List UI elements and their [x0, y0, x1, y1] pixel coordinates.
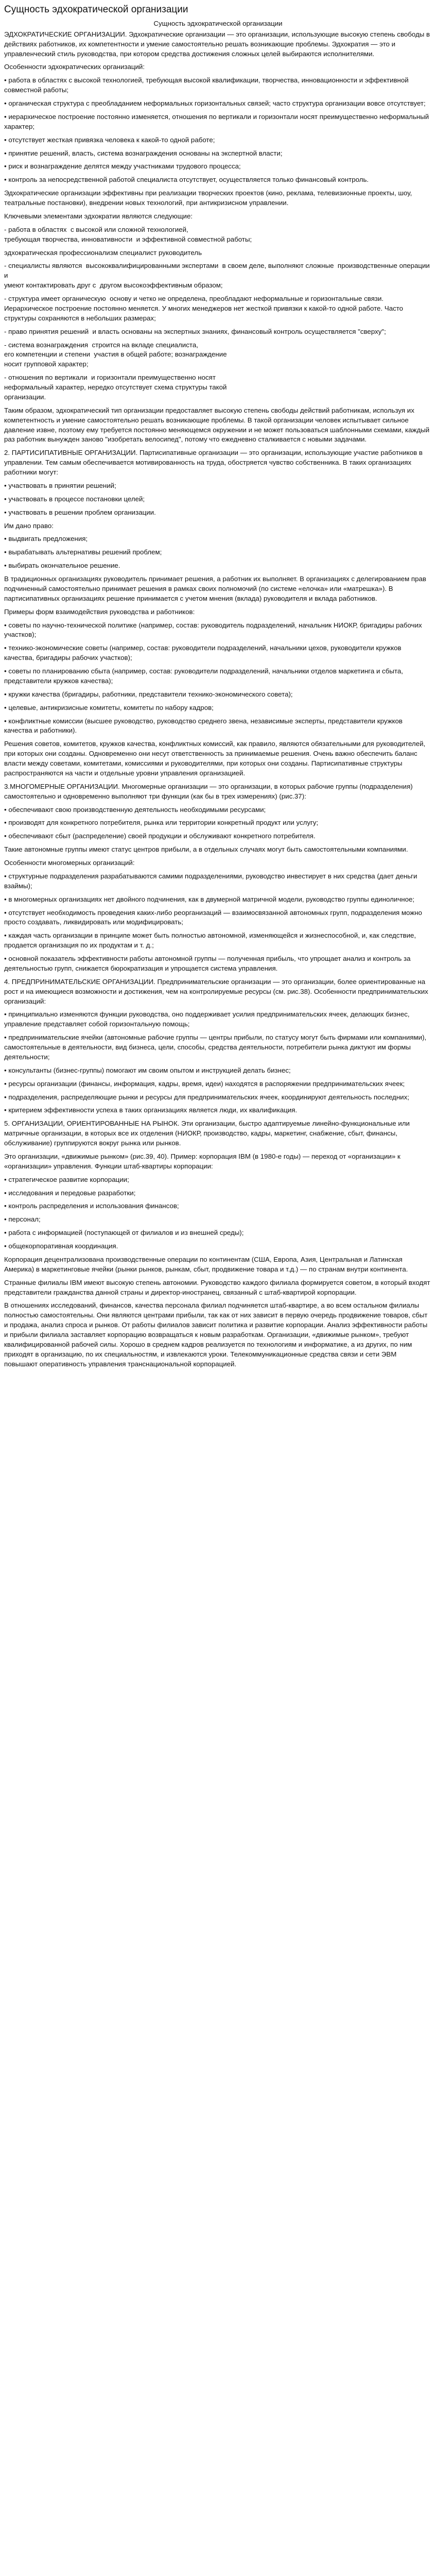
paragraph: • контроль распределения и использования финансов;: [4, 1202, 179, 1210]
paragraph: - право принятия решений и власть основаны на экспертных знаниях, финансовый контроль осуществляется "сверху";: [4, 327, 386, 335]
paragraph: • работа в областях с высокой технологией, требующая высокой квалификации, творчества, инновационности и эффективной совместной работы;: [4, 76, 411, 94]
paragraph: • общекорпоративная координация.: [4, 1242, 118, 1250]
paragraph: • иерархическое построение постоянно изменяется, отношения по вертикали и горизонтали носят преимущественно неформальный характер;: [4, 112, 431, 130]
paragraph: • обеспечивают свою производственную деятельность необходимыми ресурсами;: [4, 805, 266, 814]
paragraph: • стратегическое развитие корпорации;: [4, 1175, 129, 1183]
paragraph: Ключевыми элементами эдхократии являются следующие:: [4, 212, 193, 220]
paragraph: • исследования и передовые разработки;: [4, 1189, 136, 1197]
page-title: Сущность эдхократической организации: [4, 4, 188, 15]
paragraph: • риск и вознаграждение делятся между участниками трудового процесса;: [4, 162, 241, 171]
paragraph: Это организации, «движимые рынком» (рис.39, 40). Пример: корпорация IBM (в 1980-е годы) — переход от «организации» к «организации» управления. Функции штаб-квартиры корпорации:: [4, 1152, 403, 1170]
paragraph: - отношения по вертикали и горизонтали преимущественно носят неформальный характер, нередко отсутствует схема структуры такой организации.: [4, 374, 227, 401]
paragraph: Решения советов, комитетов, кружков качества, конфликтных комиссий, как правило, являются обязательными для руководителей, при которых они созданы. Одновременно они несут ответственность за принимаемые решения. Очень важно обеспечить баланс власти между советами, комитетами, комиссиями и руководителями, при которых они созданы. Партисипативные структуры распространяются на части и отдельные уровни управления организацией.: [4, 740, 427, 777]
paragraph: • целевые, антикризисные комитеты, комитеты по набору кадров;: [4, 703, 214, 711]
paragraph: • участвовать в процессе постановки целей;: [4, 495, 145, 503]
paragraph: • контроль за непосредственной работой специалиста отсутствует, осуществляется только финансовый контроль.: [4, 176, 369, 184]
paragraph: В отношениях исследований, финансов, качества персонала филиал подчиняется штаб-квартире, а во всем остальном филиалы полностью самостоятельны. Они являются центрами прибыли, так как от них зависит в первую очередь продвижение товаров, сбыт и продажа, анализ спроса и рынков. От работы филиалов зависит политика и развитие корпорации. Анализ эффективности работы и прибыли филиала заставляет корпорацию возвращаться к новым разработкам. Организации, «движимые рынком», требуют квалифицированной рабочей силы. Хорошо в среднем кадров реализуется по технологиям и информатике, а из других, по ним приходят в организацию, по их специальностям, и извлекаются уроки. Телекоммуникационные средства связи и сети ЭВМ повышают оперативность управления транснациональной корпорацией.: [4, 1301, 430, 1368]
paragraph: 5. ОРГАНИЗАЦИИ, ОРИЕНТИРОВАННЫЕ НА РЫНОК. Эти организации, быстро адаптируемые линейно-функциональные или матричные организации, в которых все их отделения (НИОКР, производство, кадры, маркетинг, снабжение, сбыт, финансы, обслуживание) группируются вокруг рынка или рынков.: [4, 1120, 412, 1147]
paragraph: • ресурсы организации (финансы, информация, кадры, время, идеи) находятся в распоряжении предпринимательских ячеек;: [4, 1079, 405, 1088]
paragraph: эдхократическая профессионализм специалист руководитель: [4, 248, 202, 257]
paragraph: • конфликтные комиссии (высшее руководство, руководство среднего звена, независимые эксперты, представители кружков качества и работники).: [4, 717, 405, 735]
paragraph: • участвовать в решении проблем организации.: [4, 508, 156, 516]
paragraph: Таким образом, эдхократический тип организации предоставляет высокую степень свободы действий работникам, используя их компетентность и умение самостоятельно решать возникающие проблемы. В такой организации человек испытывает сильное давление извне, поэтому ему требуется постоянно меняющемся окружении и не может пользоваться шаблонными схемами, каждый раз работник вынужден заново "изобретать велосипед", потому что ежедневно сталкивается с новыми задачами.: [4, 406, 431, 444]
paragraph: • участвовать в принятии решений;: [4, 481, 116, 489]
paragraph: • работа с информацией (поступающей от филиалов и из внешней среды);: [4, 1229, 244, 1237]
paragraph: • предпринимательские ячейки (автономные рабочие группы — центры прибыли, по статусу могут быть фирмами или компаниями), самостоятельные в деятельности, вид бизнеса, цели, способы, средства деятельности, потребители рынка диктуют им формы деятельности;: [4, 1033, 428, 1061]
paragraph: • выбирать окончательное решение.: [4, 562, 120, 570]
paragraph: • критерием эффективности успеха в таких организациях является люди, их квалификация.: [4, 1106, 298, 1114]
paragraph: Им дано право:: [4, 521, 54, 530]
paragraph: • подразделения, распределяющие рынки и ресурсы для предпринимательских ячеек, координируют деятельность последних;: [4, 1093, 409, 1101]
paragraph: В традиционных организациях руководитель принимает решения, а работник их выполняет. В организациях с делегированием прав подчиненный самостоятельно принимает решения в рамках своих полномочий (по системе «елочка» или «матрешка»). В партисипативных организациях решение принимается с учетом мнения (вклада) руководителя и вклада работников.: [4, 575, 428, 602]
paragraph: • консультанты (бизнес-группы) помогают им своим опытом и инструкцией делать бизнес;: [4, 1066, 291, 1074]
paragraph: • кружки качества (бригадиры, работники, представители технико-экономического совета);: [4, 690, 293, 698]
paragraph: • принятие решений, власть, система вознаграждения основаны на экспертной власти;: [4, 149, 283, 157]
paragraph: - специалисты являются высококвалифицированными экспертами в своем деле, выполняют сложные производственные операции и умеют контактировать друг с другом высокоэффективным образом;: [4, 262, 430, 290]
paragraph: 3.МНОГОМЕРНЫЕ ОРГАНИЗАЦИИ. Многомерные организации — это организации, в которых рабочие группы (подразделения) самостоятельно и одновременно выполняют три функции (как бы в трех измерениях) (рис.37):: [4, 782, 415, 800]
paragraph: • принципиально изменяются функции руководства, оно поддерживает усилия предпринимательских ячеек, делающих бизнес, управление представляет собой горизонтальную помощь;: [4, 1010, 412, 1028]
paragraph: • органическая структура с преобладанием неформальных горизонтальных связей; часто структура организации вовсе отсутствует;: [4, 99, 426, 108]
document-body: [4, 30, 432, 1369]
paragraph: • производят для конкретного потребителя, рынка или территории конкретный продукт или услугу;: [4, 819, 319, 827]
paragraph: • персонал;: [4, 1215, 41, 1224]
paragraph: • отсутствует необходимость проведения каких-либо реорганизаций — взаимосвязанной автономных групп, подразделения можно просто создавать, ликвидировать или модифицировать;: [4, 908, 424, 926]
paragraph: • в многомерных организациях нет двойного подчинения, как в двумерной матричной модели, руководство группы единоличное;: [4, 895, 415, 903]
paragraph: 4. ПРЕДПРИНИМАТЕЛЬСКИЕ ОРГАНИЗАЦИИ. Предпринимательские организации — это организации, более ориентированные на рост и на имеющиеся возможности и достижения, чем на контролируемые ресурсы (см. рис.38). Особенности предпринимательских организаций:: [4, 977, 430, 1005]
paragraph: - работа в областях с высокой или сложной технологией, требующая творчества, инновативности и эффективной совместной работы;: [4, 225, 252, 243]
paragraph: Примеры форм взаимодействия руководства и работников:: [4, 607, 195, 616]
paragraph: • основной показатель эффективности работы автономной группы — полученная прибыль, что упрощает анализ и контроль за деятельностью групп, снижается бюрократизация и упрощается система управления.: [4, 955, 413, 972]
paragraph: Особенности эдхократических организаций:: [4, 63, 145, 71]
paragraph: Эдхократические организации эффективны при реализации творческих проектов (кино, реклама, телевизионные проекты, шоу, театральные постановки), внедрении новых технологий, при антикризисном управлении.: [4, 189, 414, 207]
paragraph: • отсутствует жесткая привязка человека к какой-то одной работе;: [4, 135, 215, 144]
paragraph: - структура имеет органическую основу и четко не определена, преобладают неформальные и горизонтальные связи. Иерархическое построение постоянно меняется. У многих менеджеров нет жесткой привязки к какой-то одной работе. Часто структуры сохраняются в небольших размерах;: [4, 295, 405, 322]
document-subtitle: Сущность эдхократической организации: [153, 19, 283, 27]
paragraph: • структурные подразделения разрабатываются самими подразделениями, руководство инвестирует в них средства (дает деньги взаймы);: [4, 872, 420, 890]
paragraph: • советы по научно-технической политике (например, состав: руководитель подразделений, начальник НИОКР, бригадиры рабочих участков);: [4, 621, 424, 639]
paragraph: Такие автономные группы имеют статус центров прибыли, а в отдельных случаях могут быть самостоятельными компаниями.: [4, 845, 408, 854]
paragraph: • обеспечивают сбыт (распределение) своей продукции и обслуживают конкретного потребителя.: [4, 832, 316, 840]
paragraph: • вырабатывать альтернативы решений проблем;: [4, 548, 162, 556]
paragraph: • выдвигать предложения;: [4, 535, 88, 543]
paragraph: - система вознаграждения строится на вкладе специалиста, его компетенции и степени участия в общей работе; вознаграждение носит групповой характер;: [4, 341, 227, 368]
paragraph: Особенности многомерных организаций:: [4, 859, 135, 867]
paragraph: • советы по планированию сбыта (например, состав: руководители подразделений, начальники отделов маркетинга и сбыта, представители кружков качества);: [4, 667, 405, 685]
paragraph: • технико-экономические советы (например, состав: руководители подразделений, начальники цехов, руководители кружков качества, бригадиры рабочих участков);: [4, 644, 404, 662]
paragraph: Странные филиалы IBM имеют высокую степень автономии. Руководство каждого филиала формируется советом, в который входят представители гражданства данной страны и директор-иностранец, связанный с штаб-квартирой корпорации.: [4, 1278, 432, 1296]
paragraph: 2. ПАРТИСИПАТИВНЫЕ ОРГАНИЗАЦИИ. Партисипативные организации — это организации, использующие участие работников в управлении. Тем самым обеспечивается мотивированность на труда, обостряется чувство собственника. В таких организациях работники могут:: [4, 449, 425, 477]
paragraph: Корпорация децентрализована производственные операции по континентам (США, Европа, Азия, Центральная и Латинская Америка) в маркетинговые ячейки (рынки рынков, рынкам, сбыт, продвижение товара и т.д.) — по странам внутри континента.: [4, 1255, 408, 1273]
paragraph: ЭДХОКРАТИЧЕСКИЕ ОРГАНИЗАЦИИ. Эдхократические организации — это организации, использующие высокую степень свободы в действиях работников, их компетентности и умение самостоятельно решать возникающие проблемы. Эдхократия — это и управленческий стиль руководства, при котором средства достижения сложных целей выбираются исполнителями.: [4, 30, 432, 58]
paragraph: • каждая часть организации в принципе может быть полностью автономной, изменяющейся и жизнеспособной, и, как следствие, продается организация по их продуктам и т. д.;: [4, 931, 418, 950]
